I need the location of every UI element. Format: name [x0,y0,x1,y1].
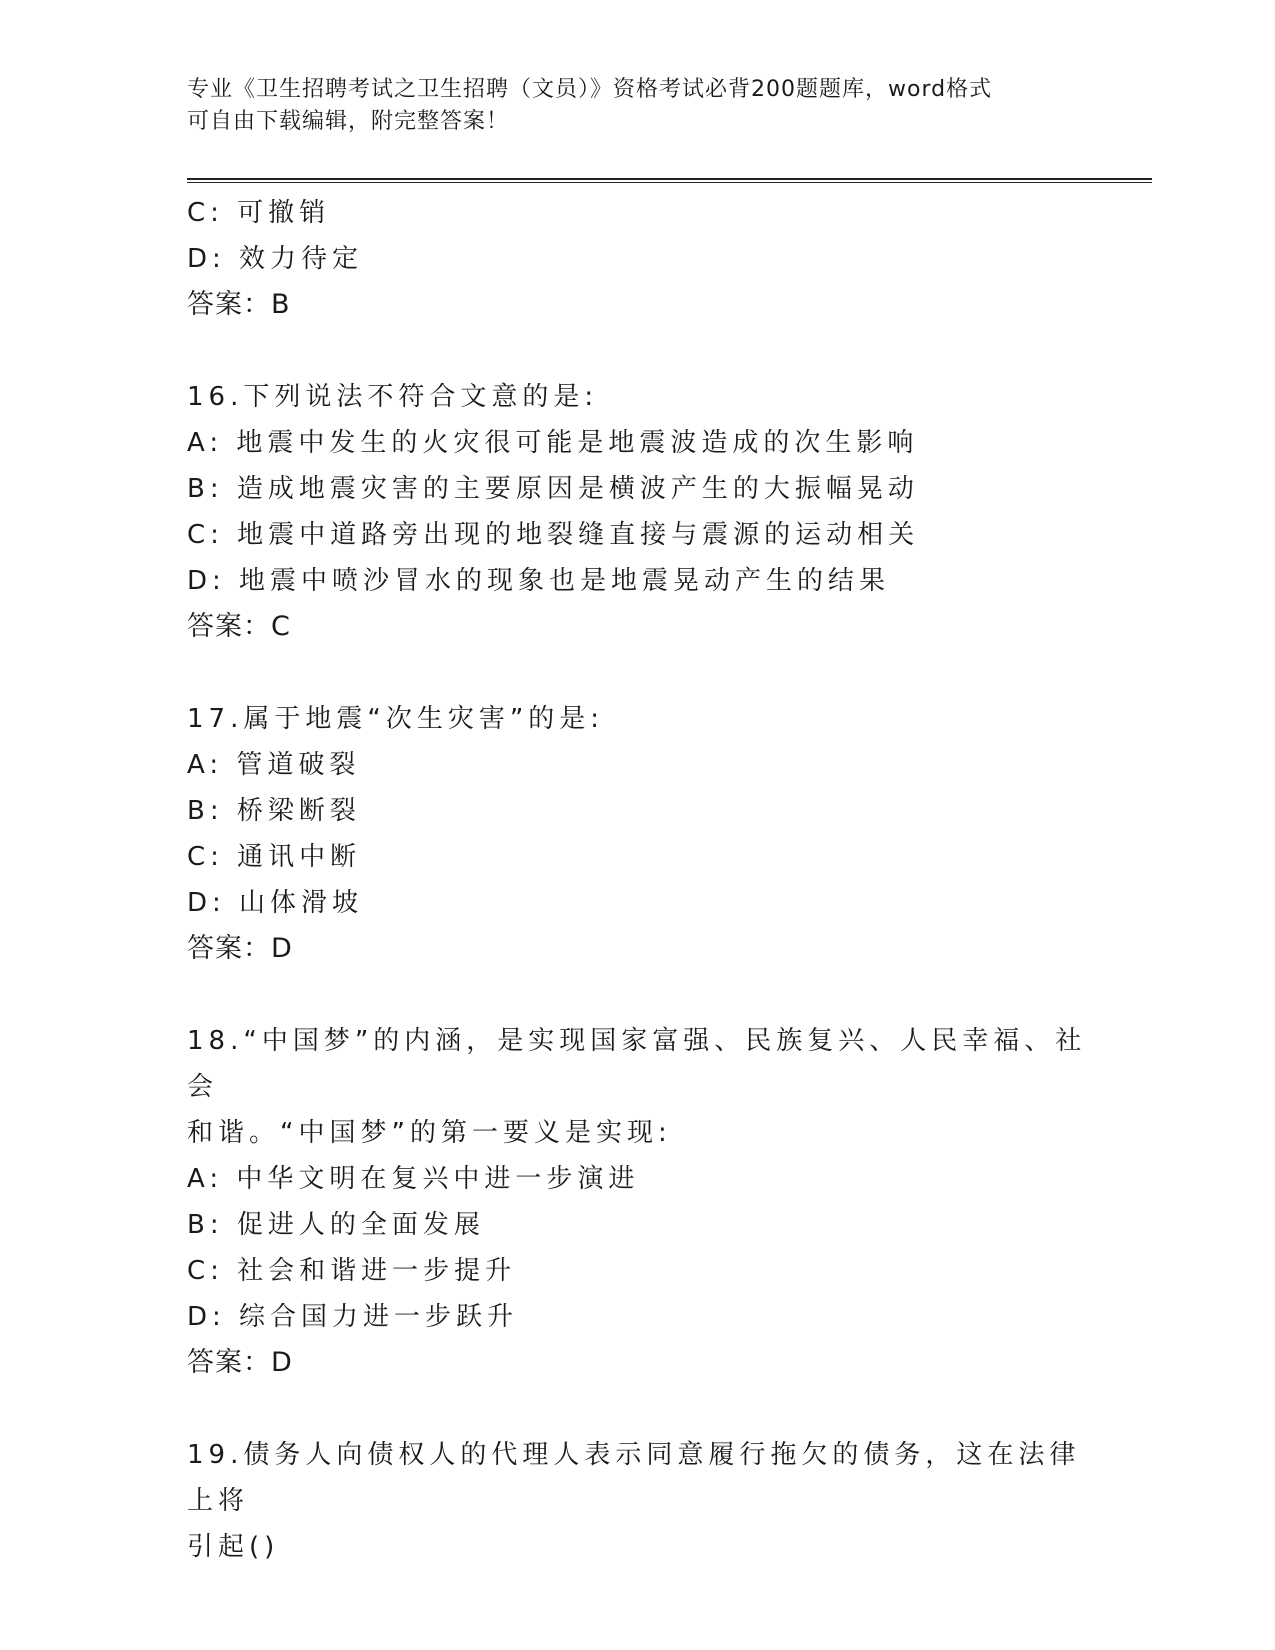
spacer [187,328,1087,374]
option-a: A: 中华文明在复兴中进一步演进 [187,1164,640,1194]
option-c: C: 通讯中断 [187,842,362,872]
answer-line: 答案：C [187,611,291,642]
question-title: 17.属于地震“次生灾害”的是: [187,704,605,734]
question-list [187,190,1087,1570]
question-19 [187,1432,1087,1570]
answer-line: 答案：B [187,289,291,320]
question-title: 16.下列说法不符合文意的是: [187,382,599,412]
document-header [187,74,1087,138]
spacer [187,1386,1087,1432]
question-16 [187,374,1087,650]
option-c: C: 可撤销 [187,198,331,228]
question-15-continued [187,190,1087,328]
option-d: D: 地震中喷沙冒水的现象也是地震晃动产生的结果 [187,566,891,596]
option-c: C: 地震中道路旁出现的地裂缝直接与震源的运动相关 [187,520,920,550]
answer-line: 答案：D [187,1347,293,1378]
header-line-2: 可自由下载编辑，附完整答案！ [187,109,510,134]
option-d: D: 效力待定 [187,244,364,274]
option-b: B: 桥梁断裂 [187,796,361,826]
question-title-line-2: 和谐。“中国梦”的第一要义是实现: [187,1118,672,1148]
option-c: C: 社会和谐进一步提升 [187,1256,517,1286]
spacer [187,650,1087,696]
option-d: D: 综合国力进一步跃升 [187,1302,519,1332]
option-b: B: 造成地震灾害的主要原因是横波产生的大振幅晃动 [187,474,919,504]
header-divider [187,178,1152,183]
question-18 [187,1018,1087,1386]
question-17 [187,696,1087,972]
option-d: D: 山体滑坡 [187,888,364,918]
spacer [187,972,1087,1018]
option-a: A: 管道破裂 [187,750,361,780]
header-line-1: 专业《卫生招聘考试之卫生招聘（文员）》资格考试必背200题题库，word格式 [187,77,993,102]
question-title-line-2: 引起() [187,1532,280,1562]
question-title-line-1: 18.“中国梦”的内涵，是实现国家富强、民族复兴、人民幸福、社会 [187,1026,1087,1102]
question-title-line-1: 19.债务人向债权人的代理人表示同意履行拖欠的债务，这在法律上将 [187,1440,1081,1516]
option-a: A: 地震中发生的火灾很可能是地震波造成的次生影响 [187,428,919,458]
option-b: B: 促进人的全面发展 [187,1210,485,1240]
answer-line: 答案：D [187,933,293,964]
